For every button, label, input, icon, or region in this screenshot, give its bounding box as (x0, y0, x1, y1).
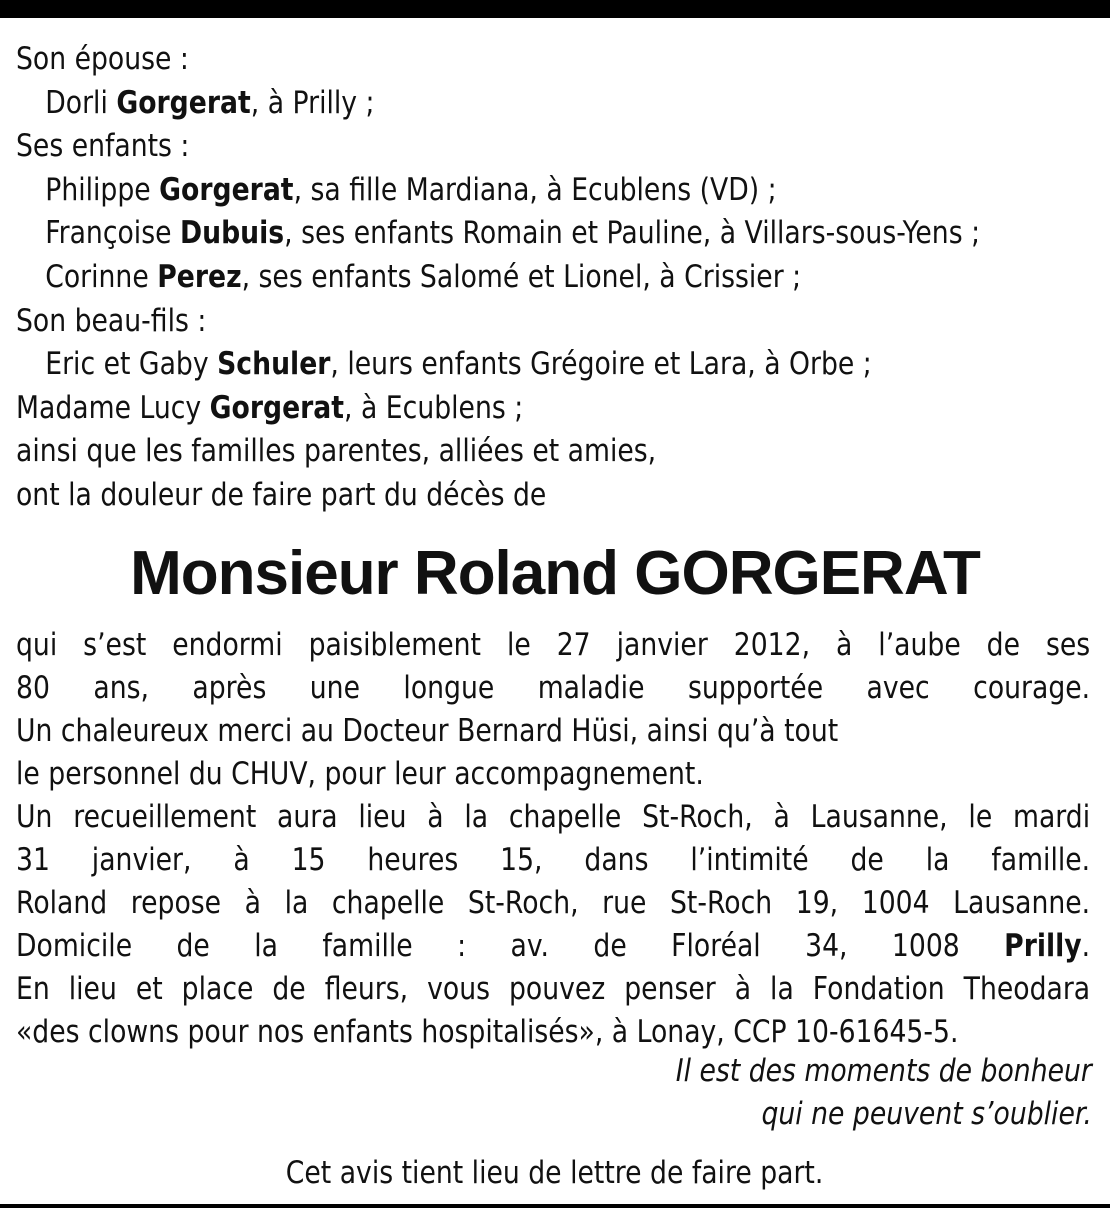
bottom-border-rule (0, 1204, 1110, 1208)
child-details: , ses enfants Salomé et Lionel, à Crissier ; (241, 258, 802, 295)
body-line: 80 ans, après une longue maladie supportée avec courage. (16, 670, 1091, 706)
child-surname: Gorgerat (159, 171, 294, 208)
child-surname: Perez (157, 258, 242, 295)
children-heading: Ses enfants : (16, 128, 190, 165)
stepson-details: , leurs enfants Grégoire et Lara, à Orbe ; (330, 346, 872, 383)
domicile-line (16, 925, 1090, 968)
body-line: le personnel du CHUV, pour leur accompagnement. (16, 756, 704, 792)
domicile-town: Prilly (1004, 928, 1082, 964)
spouse-heading: Son épouse : (16, 41, 189, 77)
child-first-name: Philippe (45, 171, 160, 208)
top-border-rule (0, 0, 1110, 18)
child-entry (16, 256, 1090, 300)
stepson-entry (16, 343, 1090, 387)
quote-line-1: Il est des moments de bonheur (675, 1053, 1092, 1089)
body-line: qui s’est endormi paisiblement le 27 janvier 2012, à l’aube de ses (16, 627, 1091, 663)
spouse-surname: Gorgerat (116, 84, 251, 121)
domicile-address: Domicile de la famille : av. de Floréal 34, 1008 (16, 928, 1005, 964)
domicile-period: . (1081, 928, 1091, 964)
spouse-first-name: Dorli (45, 84, 117, 121)
other-relative-name: Madame Lucy (16, 389, 210, 426)
family-list (16, 38, 1090, 518)
child-details: , ses enfants Romain et Pauline, à Villars-sous-Yens ; (284, 215, 981, 252)
body-line: 31 janvier, à 15 heures 15, dans l’intimité de la famille. (16, 842, 1091, 878)
body-line: Un recueillement aura lieu à la chapelle St-Roch, à Lausanne, le mardi (16, 799, 1091, 835)
body-line: Un chaleureux merci au Docteur Bernard Hüsi, ainsi qu’à tout (16, 713, 839, 749)
other-relative-location: , à Ecublens ; (344, 389, 524, 426)
other-relative-surname: Gorgerat (209, 389, 345, 426)
body-line: Roland repose à la chapelle St-Roch, rue St-Roch 19, 1004 Lausanne. (16, 885, 1091, 921)
child-details: , sa fille Mardiana, à Ecublens (VD) ; (293, 171, 777, 208)
child-first-name: Corinne (45, 258, 158, 295)
stepson-first-names: Eric et Gaby (45, 346, 218, 383)
footer-text: Cet avis tient lieu de lettre de faire part. (286, 1155, 824, 1191)
body-line: «des clowns pour nos enfants hospitalisés», à Lonay, CCP 10-61645-5. (16, 1014, 959, 1050)
spouse-entry (16, 82, 1090, 126)
notice-body (16, 624, 1090, 1054)
closing-quote (608, 1050, 1092, 1136)
other-relative-entry (16, 387, 1090, 431)
body-line: En lieu et place de fleurs, vous pouvez penser à la Fondation Theodara (16, 971, 1091, 1007)
child-first-name: Françoise (45, 215, 180, 252)
child-entry (16, 212, 1090, 256)
deceased-name: Monsieur Roland GORGERAT (130, 539, 980, 608)
stepson-heading: Son beau-fils : (16, 302, 207, 339)
relatives-line: ainsi que les familles parentes, alliées et amies, (16, 433, 657, 470)
quote-line-2: qui ne peuvent s’oublier. (761, 1096, 1092, 1132)
spouse-location: , à Prilly ; (250, 84, 375, 121)
footer-note (0, 1152, 1110, 1195)
child-surname: Dubuis (179, 215, 285, 252)
child-entry (16, 169, 1090, 213)
announcement-line: ont la douleur de faire part du décès de (16, 476, 547, 513)
stepson-surname: Schuler (217, 346, 331, 383)
